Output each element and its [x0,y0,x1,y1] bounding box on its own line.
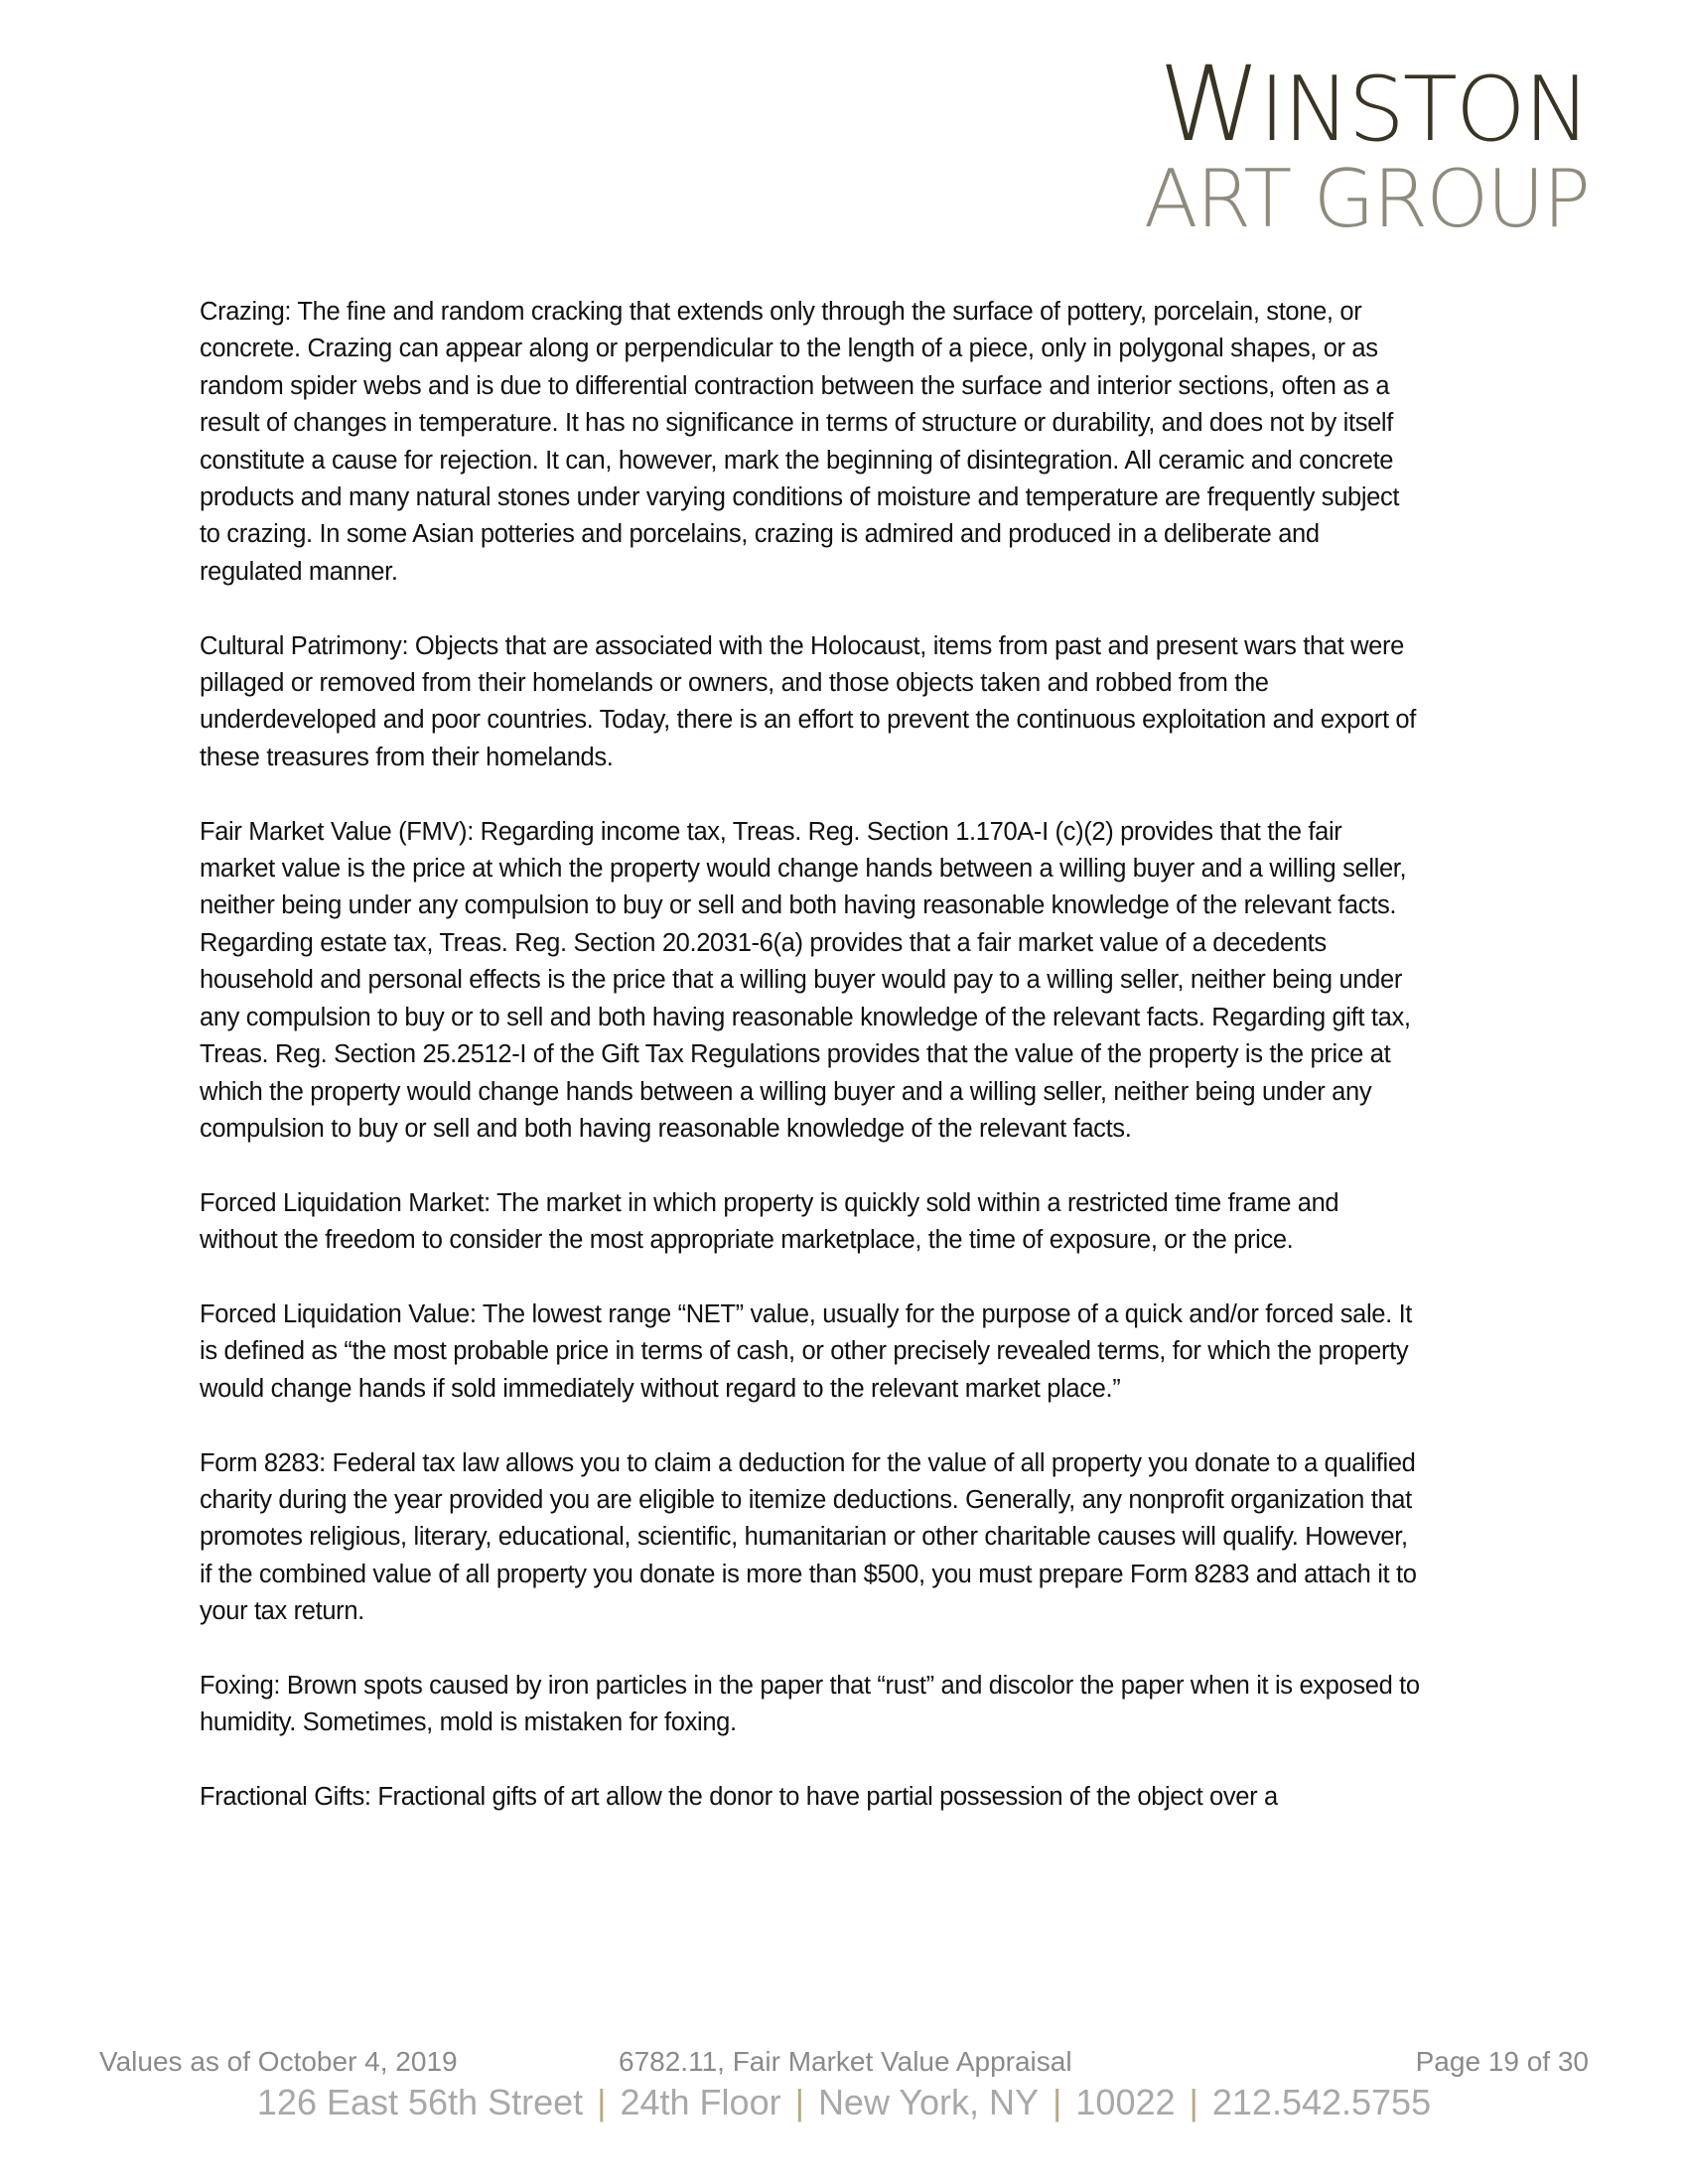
company-logo [1132,44,1589,245]
glossary-entry-fractional-gifts: Fractional Gifts: Fractional gifts of art allow the donor to have partial possession of the object over a [200,1783,1278,1812]
glossary-entry-forced-liquidation-market: Forced Liquidation Market: The market in which property is quickly sold within a restricted time frame and without the freedom to consider the most appropriate marketplace, the time of exposure, or the price. [200,1188,1339,1255]
page-number: Page 19 of 30 [1415,2046,1589,2077]
logo-initial: W [1159,44,1259,165]
address-zip: 10022 [1075,2082,1176,2122]
report-title: 6782.11, Fair Market Value Appraisal [619,2046,1072,2077]
logo-word-rest: INSTON [1258,58,1589,162]
address-floor: 24th Floor [620,2082,781,2122]
address-street: 126 East 56th Street [256,2082,584,2122]
company-address [0,2081,1688,2124]
glossary-entry-form-8283: Form 8283: Federal tax law allows you to claim a deduction for the value of all property you donate to a qualified charity during the year provided you are eligible to itemize deductions. Generally, any nonprofit organization that promotes religious, literary, educational, scientific, humanitarian or other charitable causes will qualify. However, if the combined value of all property you donate is more than $500, you must prepare Form 8283 and attach it to your tax return. [200,1448,1417,1626]
glossary-entry-crazing: Crazing: The fine and random cracking that extends only through the surface of pottery, porcelain, stone, or concrete. Crazing can appear along or perpendicular to the length of a piece, only in polygonal shapes, or as random spider webs and is due to differential contraction between the surface and interior sections, often as a result of changes in temperature. It has no significance in terms of structure or durability, and does not by itself constitute a cause for rejection. It can, however, mark the beginning of disintegration. All ceramic and concrete products and many natural stones under varying conditions of moisture and temperature are frequently subject to crazing. In some Asian potteries and porcelains, crazing is admired and produced in a deliberate and regulated manner. [200,298,1400,586]
glossary-entry-foxing: Foxing: Brown spots caused by iron particles in the paper that “rust” and discolor the paper when it is exposed to humidity. Sometimes, mold is mistaken for foxing. [200,1671,1420,1737]
page-footer-info [99,2045,1589,2079]
glossary-body [200,294,1421,1853]
separator: | [1189,2082,1198,2122]
address-city: New York, NY [817,2082,1040,2122]
glossary-entry-forced-liquidation-value: Forced Liquidation Value: The lowest range “NET” value, usually for the purpose of a quick and/or forced sale. It is defined as “the most probable price in terms of cash, or other precisely revealed terms, for which the property would change hands if sold immediately without regard to the relevant market place.” [200,1299,1413,1403]
glossary-entry-fair-market-value: Fair Market Value (FMV): Regarding income tax, Treas. Reg. Section 1.170A-I (c)(2) provides that the fair market value is the price at which the property would change hands between a willing buyer and a willing seller, neither being under any compulsion to buy or sell and both having reasonable knowledge of the relevant facts. Regarding estate tax, Treas. Reg. Section 20.2031-6(a) provides that a fair market value of a decedents household and personal effects is the price that a willing buyer would pay to a willing seller, neither being under any compulsion to buy or to sell and both having reasonable knowledge of the relevant facts. Regarding gift tax, Treas. Reg. Section 25.2512-I of the Gift Tax Regulations provides that the value of the property is the price at which the property would change hands between a willing buyer and a willing seller, neither being under any compulsion to buy or sell and both having reasonable knowledge of the relevant facts. [200,817,1411,1143]
logo-wordmark-art-group: ART GROUP [1143,153,1589,245]
separator: | [597,2082,607,2122]
separator: | [794,2082,804,2122]
logo-wordmark-winston [1132,44,1589,165]
phone-number: 212.542.5755 [1211,2082,1432,2122]
glossary-entry-cultural-patrimony: Cultural Patrimony: Objects that are associated with the Holocaust, items from past and present wars that were pillaged or removed from their homelands or owners, and those objects taken and robbed from the underdeveloped and poor countries. Today, there is an effort to prevent the continuous exploitation and export of these treasures from their homelands. [200,631,1416,771]
separator: | [1053,2082,1062,2122]
values-date: Values as of October 4, 2019 [99,2046,458,2077]
